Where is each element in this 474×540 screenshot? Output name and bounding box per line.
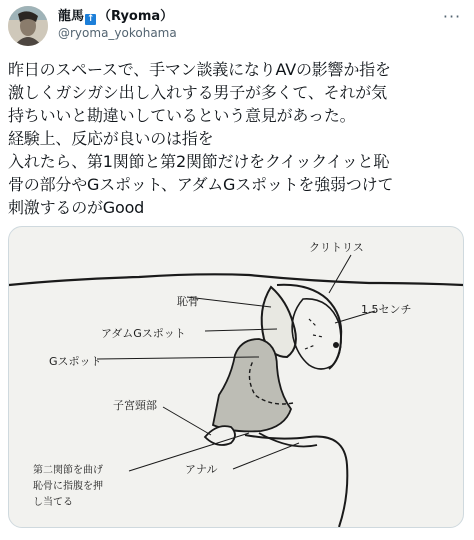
leader-pubic-bone: [187, 297, 271, 307]
anus-curve: [259, 433, 317, 447]
user-handle[interactable]: @ryoma_yokohama: [58, 26, 177, 40]
leader-clitoris: [329, 255, 351, 293]
label-instruction-3: し当てる: [33, 497, 73, 508]
leader-cervix: [163, 407, 211, 435]
label-depth: 1.5センチ: [361, 303, 412, 316]
avatar[interactable]: [8, 6, 48, 46]
label-g-spot: Gスポット: [49, 355, 102, 368]
tweet-line: 入れたら、第1関節と第2関節だけをクイックイッと恥: [8, 152, 390, 171]
tweet-line: 持ちいいと勘違いしているという意見があった。: [8, 106, 356, 125]
tweet-line: 骨の部分やGスポット、アダムGスポットを強弱つけて: [8, 175, 394, 194]
more-options-button[interactable]: [438, 7, 466, 30]
tweet-line: 刺激するのがGood: [8, 198, 145, 217]
display-name-suffix: （Ryoma）: [98, 9, 174, 24]
tweet-line: 激しくガシガシ出し入れする男子が多くて、それが気: [8, 83, 387, 102]
label-anus: アナル: [185, 463, 218, 476]
finger-outline: [292, 299, 341, 369]
tweet-header: [8, 6, 466, 50]
tweet-text: [8, 58, 468, 219]
finger-joint-marks: [305, 319, 323, 349]
label-cervix: 子宮頸部: [113, 399, 157, 412]
display-name[interactable]: [58, 8, 177, 25]
body-outline: [9, 274, 463, 285]
avatar-photo-icon: [8, 6, 48, 46]
label-clitoris: クリトリス: [309, 241, 364, 254]
leader-anus: [233, 443, 299, 469]
label-adam-g-spot: アダムGスポット: [101, 327, 186, 340]
label-pubic-bone: 恥骨: [177, 295, 199, 308]
badge-icon: ↑: [86, 14, 95, 24]
perineum-curve: [245, 435, 347, 527]
label-instruction-1: 第二関節を曲げ: [33, 465, 103, 476]
clitoris-point: [333, 342, 339, 348]
tweet-line: 昨日のスペースで、手マン談義になりAVの影響か指を: [8, 60, 391, 79]
more-horizontal-icon: ···: [442, 7, 462, 26]
tweet-media-image[interactable]: [8, 226, 464, 528]
label-instruction-2: 恥骨に指腹を押: [33, 481, 103, 492]
anatomy-diagram: [9, 227, 463, 527]
tweet-line: 経験上、反応が良いのは指を: [8, 129, 214, 148]
display-name-text: 龍馬: [58, 9, 85, 24]
